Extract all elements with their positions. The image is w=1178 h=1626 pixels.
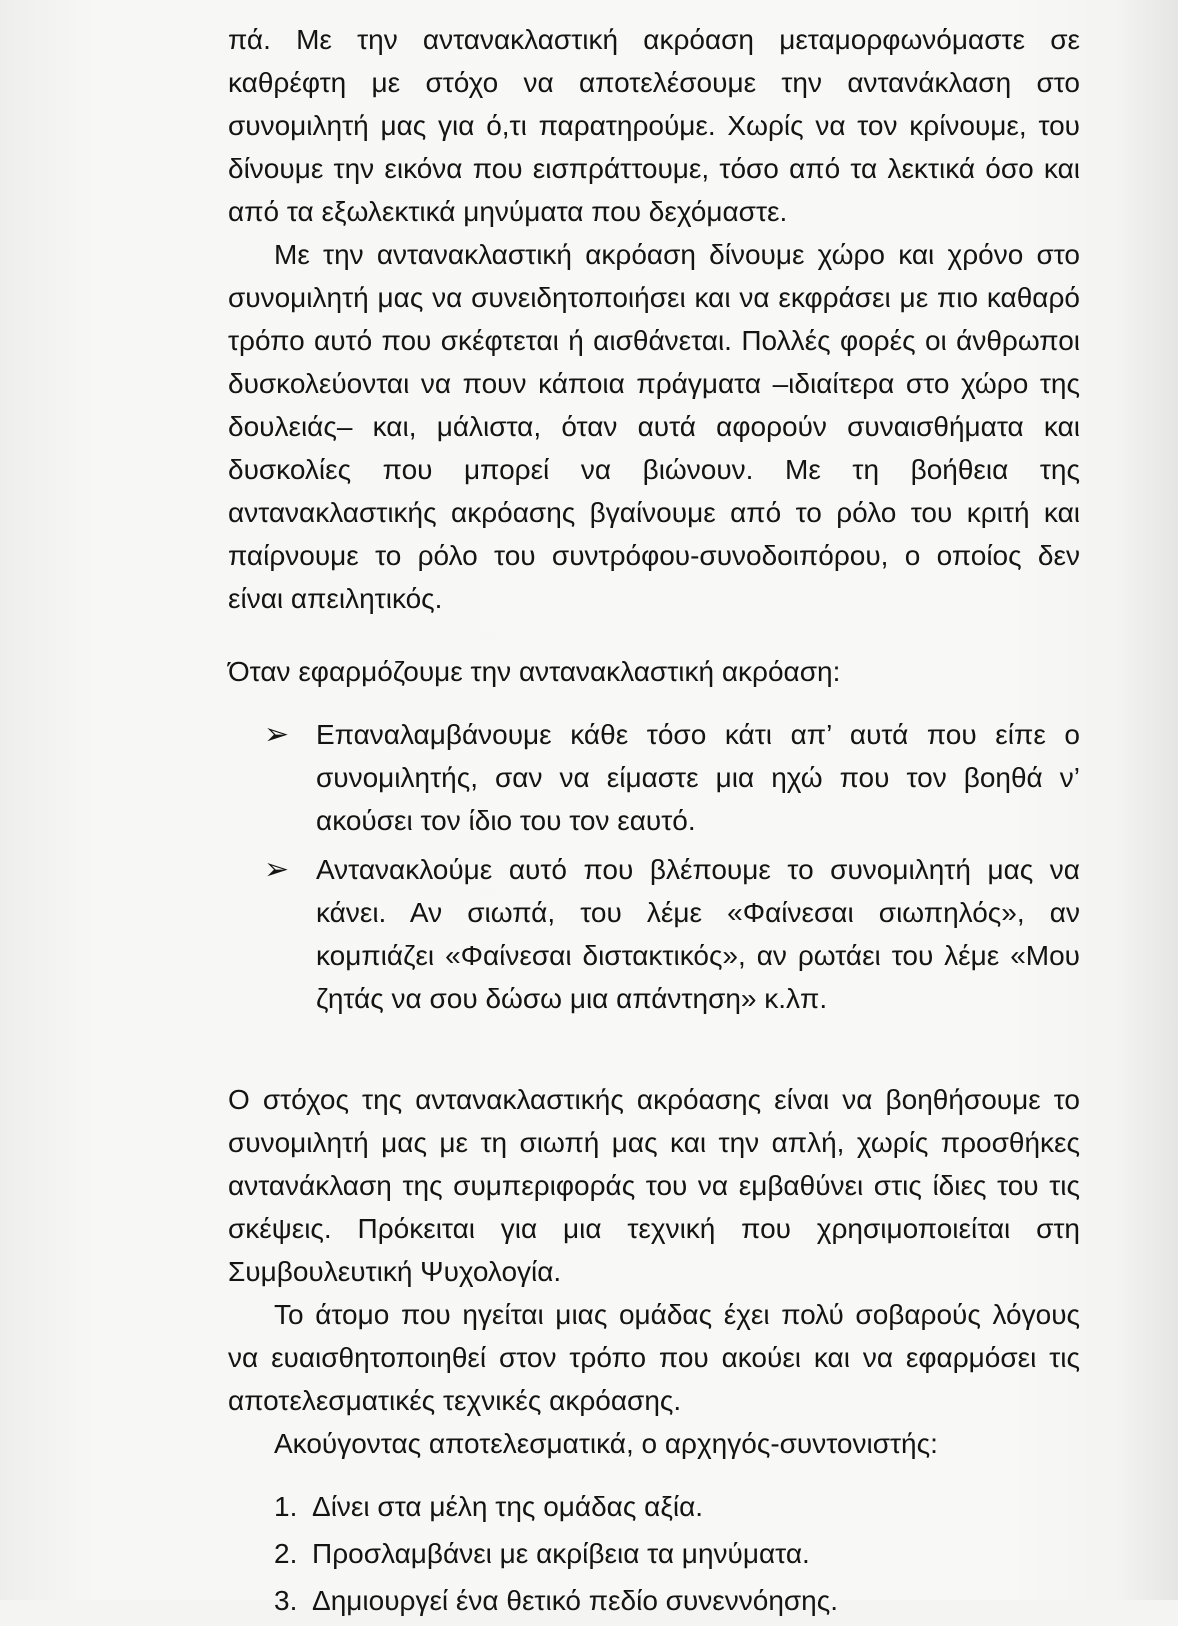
list-item <box>228 1579 1080 1622</box>
arrowhead-bullet-icon: ➢ <box>264 853 290 886</box>
bullet-text: Αντανακλούμε αυτό που βλέπουμε το συνομιλητή μας να κάνει. Αν σιωπά, του λέμε «Φαίνεσαι σιωπηλός», αν κομπιάζει «Φαίνεσαι διστακτικός», αν ρωτάει του λέμε «Μου ζητάς να σου δώσω μια απάντηση» κ.λπ. <box>316 854 1080 1014</box>
paragraph-continuation: πά. Με την αντανακλαστική ακρόαση μεταμορφωνόμαστε σε καθρέφτη με στόχο να αποτελέσουμε την αντανάκλαση στο συνομιλητή μας για ό,τι παρατηρούμε. Χωρίς να τον κρίνουμε, του δίνουμε την εικόνα που εισπράττουμε, τόσο από τα λεκτικά όσο και από τα εξωλεκτικά μηνύματα που δεχόμαστε. <box>228 24 1080 227</box>
numbered-list <box>228 1485 1080 1622</box>
list-item <box>228 1532 1080 1575</box>
page-text <box>228 18 1080 1626</box>
paragraph-coordinator-intro: Ακούγοντας αποτελεσματικά, ο αρχηγός-συντονιστής: <box>274 1428 938 1459</box>
list-item <box>228 848 1080 1020</box>
arrowhead-bullet-icon: ➢ <box>264 718 290 751</box>
item-number: 2. <box>274 1538 298 1569</box>
item-text: Δημιουργεί ένα θετικό πεδίο συνεννόησης. <box>312 1585 839 1616</box>
paragraph-goal: Ο στόχος της αντανακλαστικής ακρόασης είναι να βοηθήσουμε το συνομιλητή μας με τη σιωπή μας και την απλή, χωρίς προσθήκες αντανάκλαση της συμπεριφοράς του να εμβαθύνει στις ίδιες του τις σκέψεις. Πρόκειται για μια τεχνική που χρησιμοποιείται στη Συμβουλευτική Ψυχολογία. <box>228 1084 1080 1287</box>
bullet-text: Επαναλαμβάνουμε κάθε τόσο κάτι απ’ αυτά που είπε ο συνομιλητής, σαν να είμαστε μια ηχώ που τον βοηθά ν’ ακούσει τον ίδιο του τον εαυτό. <box>316 719 1080 836</box>
paragraph-reflective-listening: Με την αντανακλαστική ακρόαση δίνουμε χώρο και χρόνο στο συνομιλητή μας να συνειδητοποιήσει και να εκφράσει με πιο καθαρό τρόπο αυτό που σκέφτεται ή αισθάνεται. Πολλές φορές οι άνθρωποι δυσκολεύονται να πουν κάποια πράγματα –ιδιαίτερα στο χώρο της δουλειάς– και, μάλιστα, όταν αυτά αφορούν συναισθήματα και δυσκολίες που μπορεί να βιώνουν. Με τη βοήθεια της αντανακλαστικής ακρόασης βγαίνουμε από το ρόλο του κριτή και παίρνουμε το ρόλο του συντρόφου-συνοδοιπόρου, ο οποίος δεν είναι απειλητικός. <box>228 239 1080 614</box>
item-number: 3. <box>274 1585 298 1616</box>
paragraph-leader: Το άτομο που ηγείται μιας ομάδας έχει πολύ σοβαρούς λόγους να ευαισθητοποιηθεί στον τρόπο που ακούει και να εφαρμόσει τις αποτελεσματικές τεχνικές ακρόασης. <box>228 1299 1080 1416</box>
list-item <box>228 1485 1080 1528</box>
item-number: 1. <box>274 1491 298 1522</box>
item-text: Προσλαμβάνει με ακρίβεια τα μηνύματα. <box>312 1538 810 1569</box>
item-text: Δίνει στα μέλη της ομάδας αξία. <box>312 1491 704 1522</box>
list-item <box>228 713 1080 842</box>
bullet-list <box>228 713 1080 1020</box>
list-intro: Όταν εφαρμόζουμε την αντανακλαστική ακρόαση: <box>228 656 841 687</box>
